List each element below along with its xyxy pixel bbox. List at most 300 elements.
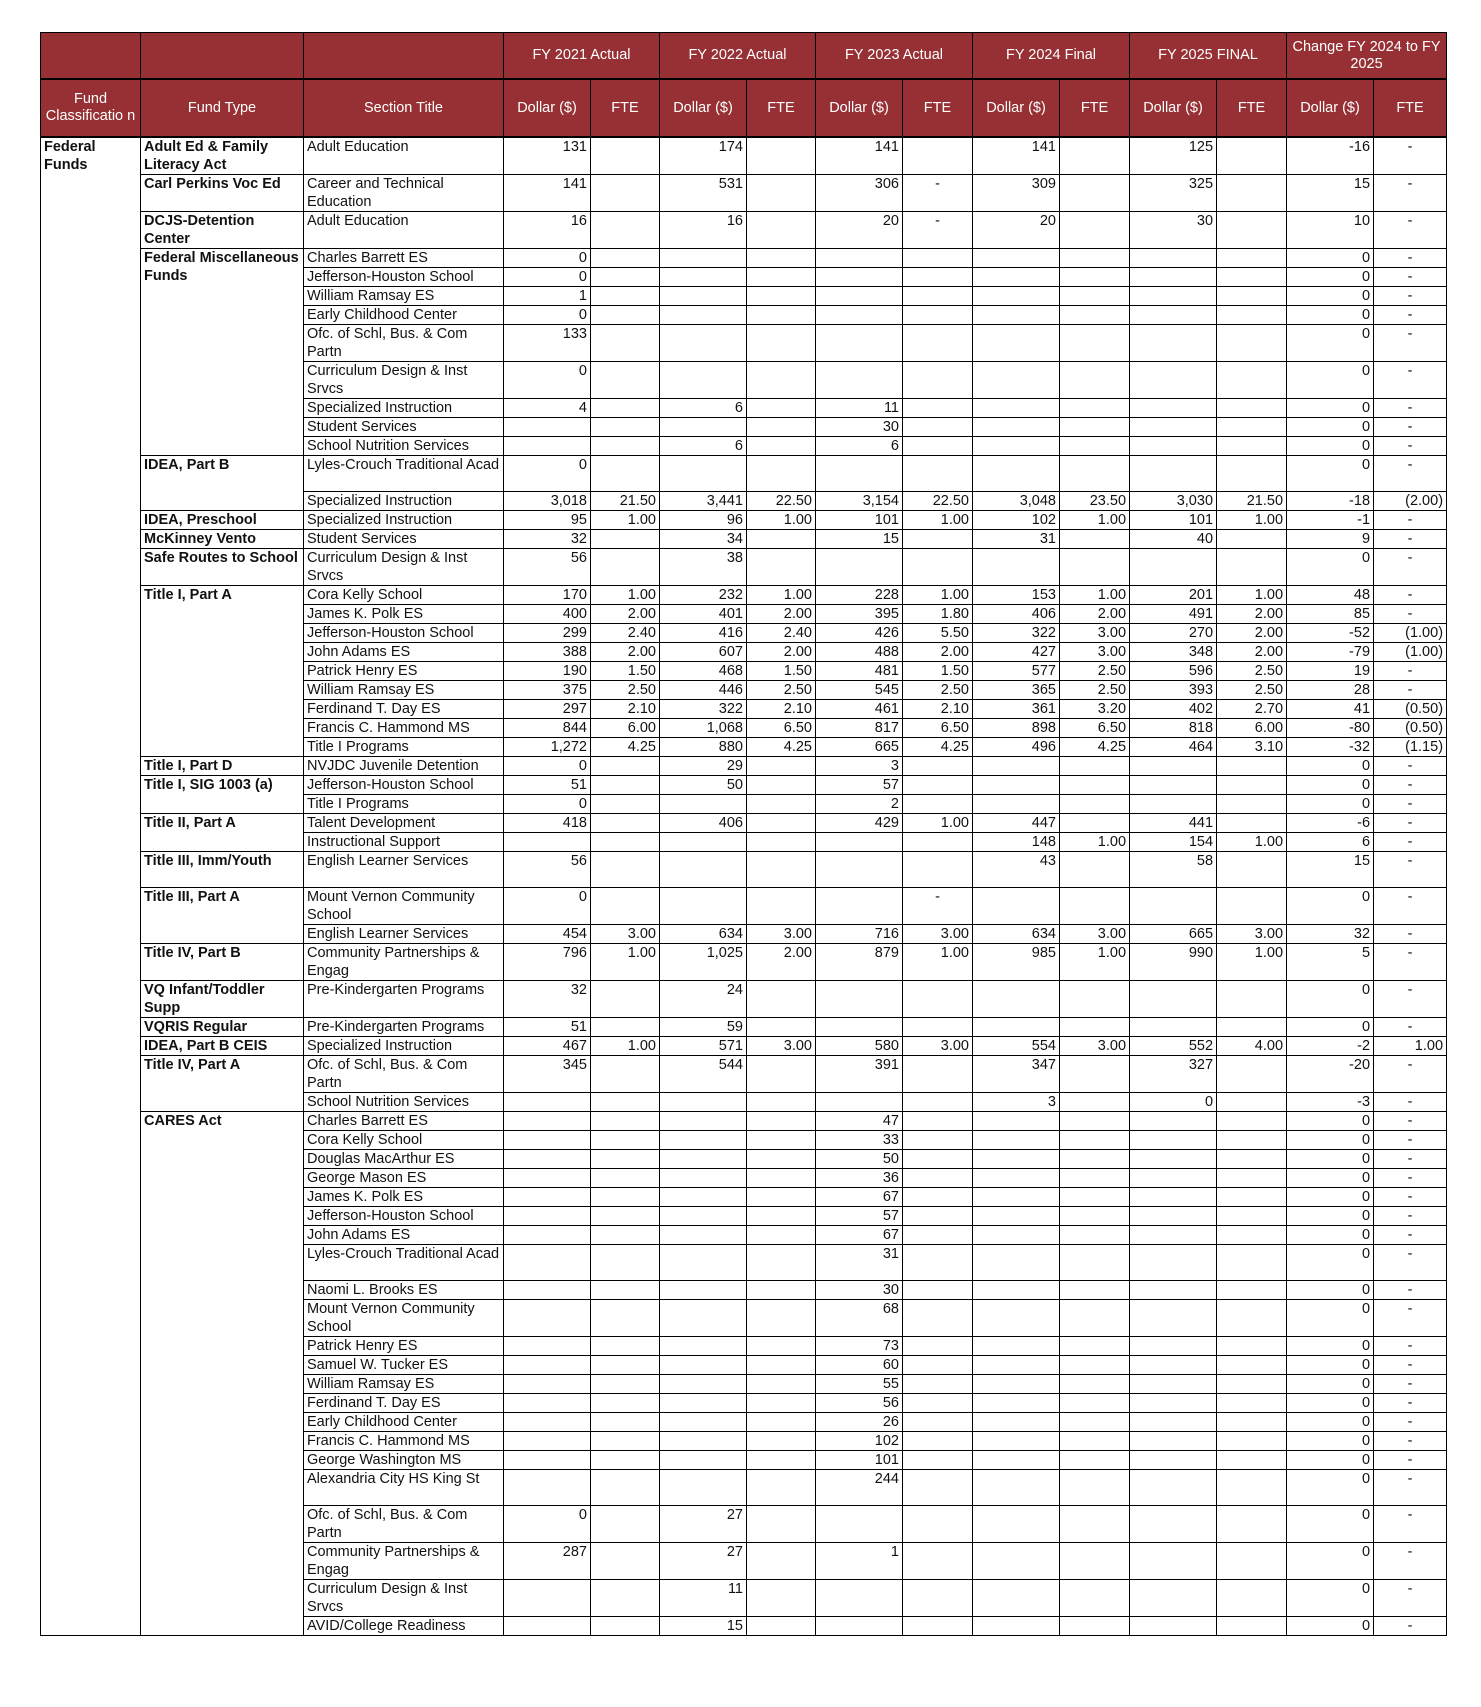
- fte-cell: [1060, 137, 1130, 175]
- fte-cell: 1.00: [1060, 944, 1130, 981]
- fte-cell: [591, 456, 660, 492]
- fte-cell: -: [1374, 586, 1447, 605]
- section-title-cell: Samuel W. Tucker ES: [304, 1356, 504, 1375]
- dollar-cell: [1130, 1207, 1217, 1226]
- dollar-cell: 141: [504, 175, 591, 212]
- fund-type-cell: Title I, Part D: [141, 757, 304, 776]
- fte-cell: -: [1374, 1394, 1447, 1413]
- fte-cell: 1.00: [1217, 586, 1287, 605]
- section-title-cell: English Learner Services: [304, 925, 504, 944]
- dollar-cell: -52: [1287, 624, 1374, 643]
- dollar-cell: 73: [816, 1337, 903, 1356]
- fte-cell: [747, 249, 816, 268]
- dollar-cell: 454: [504, 925, 591, 944]
- dollar-cell: [1130, 795, 1217, 814]
- fte-cell: -: [1374, 1112, 1447, 1131]
- fte-cell: [903, 1226, 973, 1245]
- fte-cell: [1060, 1451, 1130, 1470]
- dollar-cell: [973, 757, 1060, 776]
- dollar-cell: [973, 287, 1060, 306]
- dollar-cell: [1130, 1188, 1217, 1207]
- dollar-cell: 1,272: [504, 738, 591, 757]
- dollar-cell: [816, 1506, 903, 1543]
- dollar-cell: 48: [1287, 586, 1374, 605]
- dollar-cell: [816, 362, 903, 399]
- dollar-cell: [660, 1226, 747, 1245]
- fte-cell: -: [1374, 1617, 1447, 1636]
- dollar-cell: 6: [816, 437, 903, 456]
- fte-cell: 1.00: [903, 586, 973, 605]
- section-title-cell: English Learner Services: [304, 852, 504, 888]
- fund-type-cell: Adult Ed & Family Literacy Act: [141, 137, 304, 175]
- fte-cell: [591, 1375, 660, 1394]
- fte-cell: -: [1374, 1580, 1447, 1617]
- dollar-cell: 0: [1287, 399, 1374, 418]
- dollar-cell: [660, 418, 747, 437]
- dollar-cell: [1130, 1131, 1217, 1150]
- section-title-cell: Alexandria City HS King St: [304, 1470, 504, 1506]
- fte-cell: 3.10: [1217, 738, 1287, 757]
- dollar-cell: [660, 1112, 747, 1131]
- dollar-cell: [660, 1093, 747, 1112]
- fte-cell: [1060, 981, 1130, 1018]
- fte-cell: [591, 418, 660, 437]
- dollar-cell: [1130, 249, 1217, 268]
- fte-cell: [1217, 1226, 1287, 1245]
- dollar-cell: 31: [973, 530, 1060, 549]
- dollar-cell: [973, 1188, 1060, 1207]
- fte-cell: [591, 1432, 660, 1451]
- dollar-cell: [816, 287, 903, 306]
- dollar-cell: [973, 1432, 1060, 1451]
- fte-cell: [1217, 1188, 1287, 1207]
- fte-cell: (1.00): [1374, 643, 1447, 662]
- dollar-cell: 232: [660, 586, 747, 605]
- header-change: Change FY 2024 to FY 2025: [1287, 33, 1447, 80]
- fte-cell: 1.50: [903, 662, 973, 681]
- fte-cell: -: [1374, 776, 1447, 795]
- dollar-cell: [816, 981, 903, 1018]
- dollar-cell: 426: [816, 624, 903, 643]
- dollar-cell: 27: [660, 1506, 747, 1543]
- fte-cell: -: [1374, 925, 1447, 944]
- fte-cell: -: [1374, 1432, 1447, 1451]
- fte-cell: 1.00: [1060, 586, 1130, 605]
- dollar-cell: 0: [1287, 776, 1374, 795]
- dollar-cell: 11: [816, 399, 903, 418]
- fte-cell: [747, 795, 816, 814]
- fte-cell: [903, 1394, 973, 1413]
- dollar-cell: 1: [504, 287, 591, 306]
- fte-cell: 2.10: [747, 700, 816, 719]
- dollar-cell: [1130, 287, 1217, 306]
- section-title-cell: Title I Programs: [304, 738, 504, 757]
- fund-type-cell: Title III, Part A: [141, 888, 304, 944]
- fte-cell: -: [1374, 605, 1447, 624]
- dollar-cell: 56: [816, 1394, 903, 1413]
- fte-cell: [1060, 1093, 1130, 1112]
- table-row: [41, 1018, 1447, 1037]
- fte-cell: [903, 268, 973, 287]
- dollar-cell: 0: [1287, 1470, 1374, 1506]
- dollar-cell: 27: [660, 1543, 747, 1580]
- dollar-cell: 16: [660, 212, 747, 249]
- fte-cell: [1217, 437, 1287, 456]
- fte-cell: [1060, 549, 1130, 586]
- fte-cell: [591, 757, 660, 776]
- fte-cell: [1217, 795, 1287, 814]
- dollar-cell: 817: [816, 719, 903, 738]
- dollar-cell: [660, 1375, 747, 1394]
- fte-cell: [1060, 1300, 1130, 1337]
- fte-cell: [747, 1470, 816, 1506]
- dollar-cell: 796: [504, 944, 591, 981]
- dollar-cell: 0: [1287, 1543, 1374, 1580]
- dollar-cell: 596: [1130, 662, 1217, 681]
- fte-cell: 2.40: [591, 624, 660, 643]
- fte-cell: [591, 1413, 660, 1432]
- fte-cell: -: [1374, 1018, 1447, 1037]
- fte-cell: [747, 888, 816, 925]
- dollar-cell: 59: [660, 1018, 747, 1037]
- dollar-cell: [1130, 1018, 1217, 1037]
- section-title-cell: Patrick Henry ES: [304, 662, 504, 681]
- dollar-cell: 665: [1130, 925, 1217, 944]
- fte-cell: [747, 530, 816, 549]
- fund-classification-cell: Federal Funds: [41, 137, 141, 1636]
- dollar-cell: [504, 1131, 591, 1150]
- dollar-cell: [1130, 1413, 1217, 1432]
- fte-cell: [1060, 757, 1130, 776]
- fund-type-cell: VQ Infant/Toddler Supp: [141, 981, 304, 1018]
- fte-cell: [747, 981, 816, 1018]
- dollar-cell: 101: [816, 511, 903, 530]
- dollar-cell: 15: [1287, 852, 1374, 888]
- fte-cell: [591, 776, 660, 795]
- fte-cell: [1060, 852, 1130, 888]
- dollar-cell: 31: [816, 1245, 903, 1281]
- fte-cell: [747, 1150, 816, 1169]
- section-title-cell: Ofc. of Schl, Bus. & Com Partn: [304, 1056, 504, 1093]
- fte-cell: [1217, 1580, 1287, 1617]
- fte-cell: [1217, 306, 1287, 325]
- section-title-cell: Early Childhood Center: [304, 306, 504, 325]
- dollar-cell: [660, 249, 747, 268]
- fte-cell: -: [1374, 287, 1447, 306]
- dollar-cell: [1130, 549, 1217, 586]
- fte-cell: 5.50: [903, 624, 973, 643]
- fte-cell: [1217, 814, 1287, 833]
- dollar-cell: 406: [973, 605, 1060, 624]
- dollar-cell: [504, 1169, 591, 1188]
- fte-cell: [903, 1056, 973, 1093]
- header-fy2021-dollar: Dollar ($): [504, 79, 591, 137]
- dollar-cell: [504, 1150, 591, 1169]
- fte-cell: [1060, 1617, 1130, 1636]
- fte-cell: -: [1374, 1169, 1447, 1188]
- dollar-cell: [1130, 1394, 1217, 1413]
- fte-cell: 2.50: [591, 681, 660, 700]
- fte-cell: [591, 1056, 660, 1093]
- fte-cell: [747, 418, 816, 437]
- dollar-cell: [660, 1207, 747, 1226]
- fte-cell: [1060, 1169, 1130, 1188]
- fte-cell: [747, 1131, 816, 1150]
- dollar-cell: [660, 1451, 747, 1470]
- fte-cell: [1060, 325, 1130, 362]
- section-title-cell: Curriculum Design & Inst Srvcs: [304, 549, 504, 586]
- fte-cell: [591, 1470, 660, 1506]
- fte-cell: -: [1374, 530, 1447, 549]
- fte-cell: [1217, 175, 1287, 212]
- dollar-cell: [504, 1356, 591, 1375]
- fte-cell: 3.00: [1060, 624, 1130, 643]
- dollar-cell: [504, 1432, 591, 1451]
- dollar-cell: 67: [816, 1188, 903, 1207]
- fte-cell: [903, 776, 973, 795]
- fte-cell: 2.10: [591, 700, 660, 719]
- fte-cell: -: [1374, 549, 1447, 586]
- fte-cell: 6.50: [1060, 719, 1130, 738]
- dollar-cell: 416: [660, 624, 747, 643]
- fte-cell: [1217, 549, 1287, 586]
- fund-type-cell: Title II, Part A: [141, 814, 304, 852]
- fte-cell: [903, 437, 973, 456]
- fte-cell: 3.20: [1060, 700, 1130, 719]
- dollar-cell: [660, 1281, 747, 1300]
- table-row: [41, 137, 1447, 175]
- section-title-cell: James K. Polk ES: [304, 1188, 504, 1207]
- fte-cell: 1.00: [1217, 833, 1287, 852]
- fte-cell: -: [1374, 681, 1447, 700]
- dollar-cell: [816, 1617, 903, 1636]
- fte-cell: [591, 981, 660, 1018]
- fte-cell: 21.50: [591, 492, 660, 511]
- fund-type-cell: IDEA, Part B CEIS: [141, 1037, 304, 1056]
- fte-cell: [1060, 1245, 1130, 1281]
- dollar-cell: 24: [660, 981, 747, 1018]
- dollar-cell: 47: [816, 1112, 903, 1131]
- fte-cell: 2.00: [903, 643, 973, 662]
- fte-cell: [1060, 1150, 1130, 1169]
- fte-cell: -: [1374, 795, 1447, 814]
- dollar-cell: 0: [504, 249, 591, 268]
- dollar-cell: [973, 1506, 1060, 1543]
- fte-cell: [903, 1093, 973, 1112]
- section-title-cell: Community Partnerships & Engag: [304, 1543, 504, 1580]
- section-title-cell: Mount Vernon Community School: [304, 1300, 504, 1337]
- fte-cell: [1217, 362, 1287, 399]
- fte-cell: -: [1374, 981, 1447, 1018]
- dollar-cell: 2: [816, 795, 903, 814]
- fte-cell: -: [1374, 175, 1447, 212]
- fte-cell: [903, 1150, 973, 1169]
- fte-cell: 1.00: [591, 1037, 660, 1056]
- fte-cell: [1060, 1432, 1130, 1451]
- section-title-cell: George Washington MS: [304, 1451, 504, 1470]
- header-section-title: Section Title: [304, 79, 504, 137]
- dollar-cell: [973, 268, 1060, 287]
- dollar-cell: 488: [816, 643, 903, 662]
- fte-cell: [1060, 814, 1130, 833]
- fte-cell: [1217, 456, 1287, 492]
- fte-cell: 1.00: [1060, 833, 1130, 852]
- dollar-cell: 0: [1287, 795, 1374, 814]
- fte-cell: -: [1374, 1245, 1447, 1281]
- fte-cell: [1217, 888, 1287, 925]
- fte-cell: [747, 1375, 816, 1394]
- dollar-cell: [1130, 325, 1217, 362]
- dollar-cell: [1130, 981, 1217, 1018]
- fte-cell: 2.00: [1217, 605, 1287, 624]
- section-title-cell: NVJDC Juvenile Detention: [304, 757, 504, 776]
- section-title-cell: James K. Polk ES: [304, 605, 504, 624]
- fund-type-cell: CARES Act: [141, 1112, 304, 1636]
- dollar-cell: 102: [816, 1432, 903, 1451]
- dollar-cell: [1130, 1169, 1217, 1188]
- dollar-cell: 33: [816, 1131, 903, 1150]
- dollar-cell: 1: [816, 1543, 903, 1580]
- section-title-cell: Early Childhood Center: [304, 1413, 504, 1432]
- fte-cell: [747, 1432, 816, 1451]
- dollar-cell: 898: [973, 719, 1060, 738]
- dollar-cell: [973, 1337, 1060, 1356]
- section-title-cell: Charles Barrett ES: [304, 249, 504, 268]
- dollar-cell: 85: [1287, 605, 1374, 624]
- dollar-cell: [973, 1169, 1060, 1188]
- dollar-cell: [660, 1300, 747, 1337]
- dollar-cell: 11: [660, 1580, 747, 1617]
- dollar-cell: 0: [1287, 1018, 1374, 1037]
- fte-cell: [1217, 1356, 1287, 1375]
- dollar-cell: 464: [1130, 738, 1217, 757]
- dollar-cell: 9: [1287, 530, 1374, 549]
- section-title-cell: Ferdinand T. Day ES: [304, 1394, 504, 1413]
- dollar-cell: 985: [973, 944, 1060, 981]
- fte-cell: [591, 1245, 660, 1281]
- fte-cell: [1060, 399, 1130, 418]
- dollar-cell: 101: [816, 1451, 903, 1470]
- fte-cell: [1060, 888, 1130, 925]
- fte-cell: [747, 399, 816, 418]
- dollar-cell: 467: [504, 1037, 591, 1056]
- fte-cell: [903, 1470, 973, 1506]
- dollar-cell: 347: [973, 1056, 1060, 1093]
- dollar-cell: 0: [1287, 981, 1374, 1018]
- table-row: [41, 511, 1447, 530]
- fte-cell: [591, 249, 660, 268]
- dollar-cell: 0: [1287, 325, 1374, 362]
- section-title-cell: Student Services: [304, 530, 504, 549]
- table-row: [41, 175, 1447, 212]
- fund-type-cell: Safe Routes to School: [141, 549, 304, 586]
- dollar-cell: 0: [504, 268, 591, 287]
- section-title-cell: Jefferson-Houston School: [304, 624, 504, 643]
- dollar-cell: 32: [504, 530, 591, 549]
- fte-cell: [1217, 418, 1287, 437]
- fte-cell: [903, 1207, 973, 1226]
- fte-cell: [591, 306, 660, 325]
- fte-cell: [591, 1131, 660, 1150]
- dollar-cell: 0: [1287, 1375, 1374, 1394]
- fte-cell: [1060, 249, 1130, 268]
- dollar-cell: 0: [1287, 1226, 1374, 1245]
- fte-cell: [747, 1617, 816, 1636]
- fte-cell: [591, 1112, 660, 1131]
- dollar-cell: 4: [504, 399, 591, 418]
- dollar-cell: 190: [504, 662, 591, 681]
- dollar-cell: [1130, 1543, 1217, 1580]
- dollar-cell: [973, 1112, 1060, 1131]
- dollar-cell: [504, 1470, 591, 1506]
- fte-cell: 1.00: [1374, 1037, 1447, 1056]
- fte-cell: [591, 1451, 660, 1470]
- section-title-cell: Curriculum Design & Inst Srvcs: [304, 362, 504, 399]
- fte-cell: [747, 1337, 816, 1356]
- section-title-cell: Pre-Kindergarten Programs: [304, 1018, 504, 1037]
- dollar-cell: [660, 795, 747, 814]
- fte-cell: [1060, 437, 1130, 456]
- dollar-cell: 0: [1287, 418, 1374, 437]
- fte-cell: [903, 456, 973, 492]
- fte-cell: [903, 833, 973, 852]
- dollar-cell: 554: [973, 1037, 1060, 1056]
- dollar-cell: 0: [1287, 888, 1374, 925]
- dollar-cell: 552: [1130, 1037, 1217, 1056]
- fte-cell: [591, 549, 660, 586]
- dollar-cell: 95: [504, 511, 591, 530]
- fte-cell: [903, 852, 973, 888]
- section-title-cell: Ferdinand T. Day ES: [304, 700, 504, 719]
- fte-cell: [591, 530, 660, 549]
- dollar-cell: 34: [660, 530, 747, 549]
- fte-cell: 3.00: [903, 925, 973, 944]
- dollar-cell: [660, 325, 747, 362]
- dollar-cell: [973, 1580, 1060, 1617]
- dollar-cell: 0: [1287, 437, 1374, 456]
- fte-cell: -: [1374, 1131, 1447, 1150]
- fte-cell: [747, 1169, 816, 1188]
- fte-cell: [591, 1300, 660, 1337]
- fte-cell: [1217, 1131, 1287, 1150]
- dollar-cell: [660, 1150, 747, 1169]
- dollar-cell: 0: [504, 362, 591, 399]
- fte-cell: 1.00: [903, 944, 973, 981]
- dollar-cell: [1130, 1245, 1217, 1281]
- fte-cell: [903, 1300, 973, 1337]
- header-fy2021: FY 2021 Actual: [504, 33, 660, 80]
- fte-cell: 1.00: [1217, 944, 1287, 981]
- section-title-cell: Cora Kelly School: [304, 1131, 504, 1150]
- fte-cell: [747, 325, 816, 362]
- dollar-cell: [504, 1394, 591, 1413]
- fte-cell: [747, 1018, 816, 1037]
- fte-cell: 4.00: [1217, 1037, 1287, 1056]
- fte-cell: [1217, 399, 1287, 418]
- dollar-cell: 3,048: [973, 492, 1060, 511]
- fte-cell: 4.25: [591, 738, 660, 757]
- dollar-cell: [1130, 1112, 1217, 1131]
- fte-cell: [747, 137, 816, 175]
- dollar-cell: [973, 418, 1060, 437]
- fte-cell: [1060, 1018, 1130, 1037]
- dollar-cell: [660, 1245, 747, 1281]
- fte-cell: -: [1374, 1281, 1447, 1300]
- dollar-cell: 0: [1287, 1207, 1374, 1226]
- dollar-cell: 38: [660, 549, 747, 586]
- dollar-cell: [1130, 1375, 1217, 1394]
- dollar-cell: [660, 1169, 747, 1188]
